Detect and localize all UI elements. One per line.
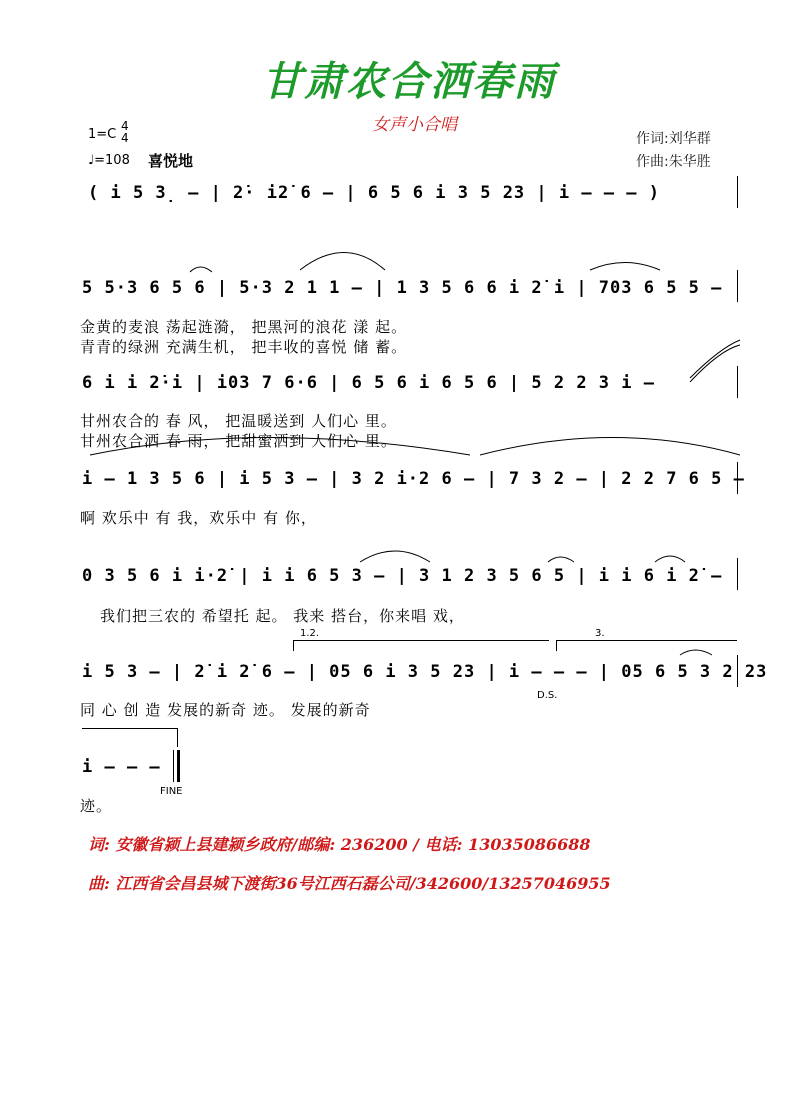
- score-row-1-notes: ( i 5 3̣ – | 2̇· i2̇ 6 – | 6 5 6 i 3 5 23 | i – – – ): [88, 183, 660, 203]
- fine-mark: FINE: [160, 786, 183, 797]
- score-row-6-lyric-1: 同 心 创 造 发展的新奇 迹。 发展的新奇: [80, 701, 371, 719]
- slur: [190, 267, 212, 272]
- slur: [360, 551, 430, 562]
- score-row-2-notes: 5 5·3 6 5 6 | 5·3 2 1 1 – | 1 3 5 6 6 i 2̇ i | 703 6 5 5 –: [82, 278, 723, 298]
- score-row-2-lyric-1: 金黄的麦浪 荡起涟漪， 把黑河的浪花 漾 起。: [80, 318, 408, 336]
- slur: [300, 253, 385, 271]
- score-row-2-lyric-2: 青青的绿洲 充满生机， 把丰收的喜悦 储 蓄。: [80, 338, 408, 356]
- score-row-5-lyric-1: 我们把三农的 希望托 起。 我来 搭台，你来唱 戏，: [100, 607, 465, 625]
- composer-credit: 作曲:朱华胜: [636, 154, 711, 170]
- score-row-4-notes: i – 1 3 5 6 | i 5 3 – | 3 2 i·2 6 – | 7 3 2 – | 2 2 7 6 5 –: [82, 469, 745, 489]
- time-signature-top: 4: [121, 119, 129, 133]
- score-row-3-lyric-2: 甘州农合洒 春 雨， 把甜蜜洒到 人们心 里。: [80, 432, 397, 450]
- song-title: 甘肃农合洒春雨: [262, 58, 556, 105]
- lyricist-credit: 作词:刘华群: [636, 131, 711, 147]
- score-row-4-lyric-1: 啊 欢乐中 有 我，欢乐中 有 你，: [80, 509, 317, 527]
- slur: [90, 438, 470, 456]
- score-row-5-notes: 0 3 5 6 i i·2̇ | i i 6 5 3 – | 3 1 2 3 5 6 5 | i i 6 i 2̇ –: [82, 566, 723, 586]
- slur: [680, 650, 712, 655]
- score-row-3-lyric-1: 甘州农合的 春 风， 把温暖送到 人们心 里。: [80, 412, 397, 430]
- score-row-7-notes: i – – –: [82, 757, 161, 777]
- slur: [655, 556, 685, 562]
- score-row-7-lyric-1: 迹。: [80, 797, 113, 815]
- volta-2-label: 3.: [595, 628, 605, 639]
- volta-1-label: 1.2.: [300, 628, 320, 639]
- slur: [480, 438, 740, 456]
- tempo-marking: ♩=108: [88, 153, 130, 168]
- slur: [548, 557, 574, 562]
- score-row-3-notes: 6 i i 2̇·i | i03 7 6·6 | 6 5 6 i 6 5 6 | 5 2 2 3 i –: [82, 373, 655, 393]
- song-subtitle: 女声小合唱: [372, 115, 457, 135]
- slur: [590, 263, 660, 271]
- dal-segno-mark: D.S.: [537, 690, 558, 701]
- composer-contact: 曲: 江西省会昌县城下渡街36号江西石磊公司/342600/13257046955: [88, 874, 611, 893]
- key-signature: 1=C: [88, 127, 117, 142]
- expression-marking: 喜悦地: [148, 152, 194, 170]
- score-row-6-notes: i 5 3 – | 2̇ i 2̇ 6 – | 05 6 i 3 5 23 | i – – – | 05 6 5 3 2 23: [82, 662, 768, 682]
- lyricist-contact: 词: 安徽省颍上县建颍乡政府/邮编: 236200 / 电话: 13035086688: [88, 835, 591, 854]
- time-signature-bottom: 4: [121, 131, 129, 145]
- slur: [690, 345, 740, 382]
